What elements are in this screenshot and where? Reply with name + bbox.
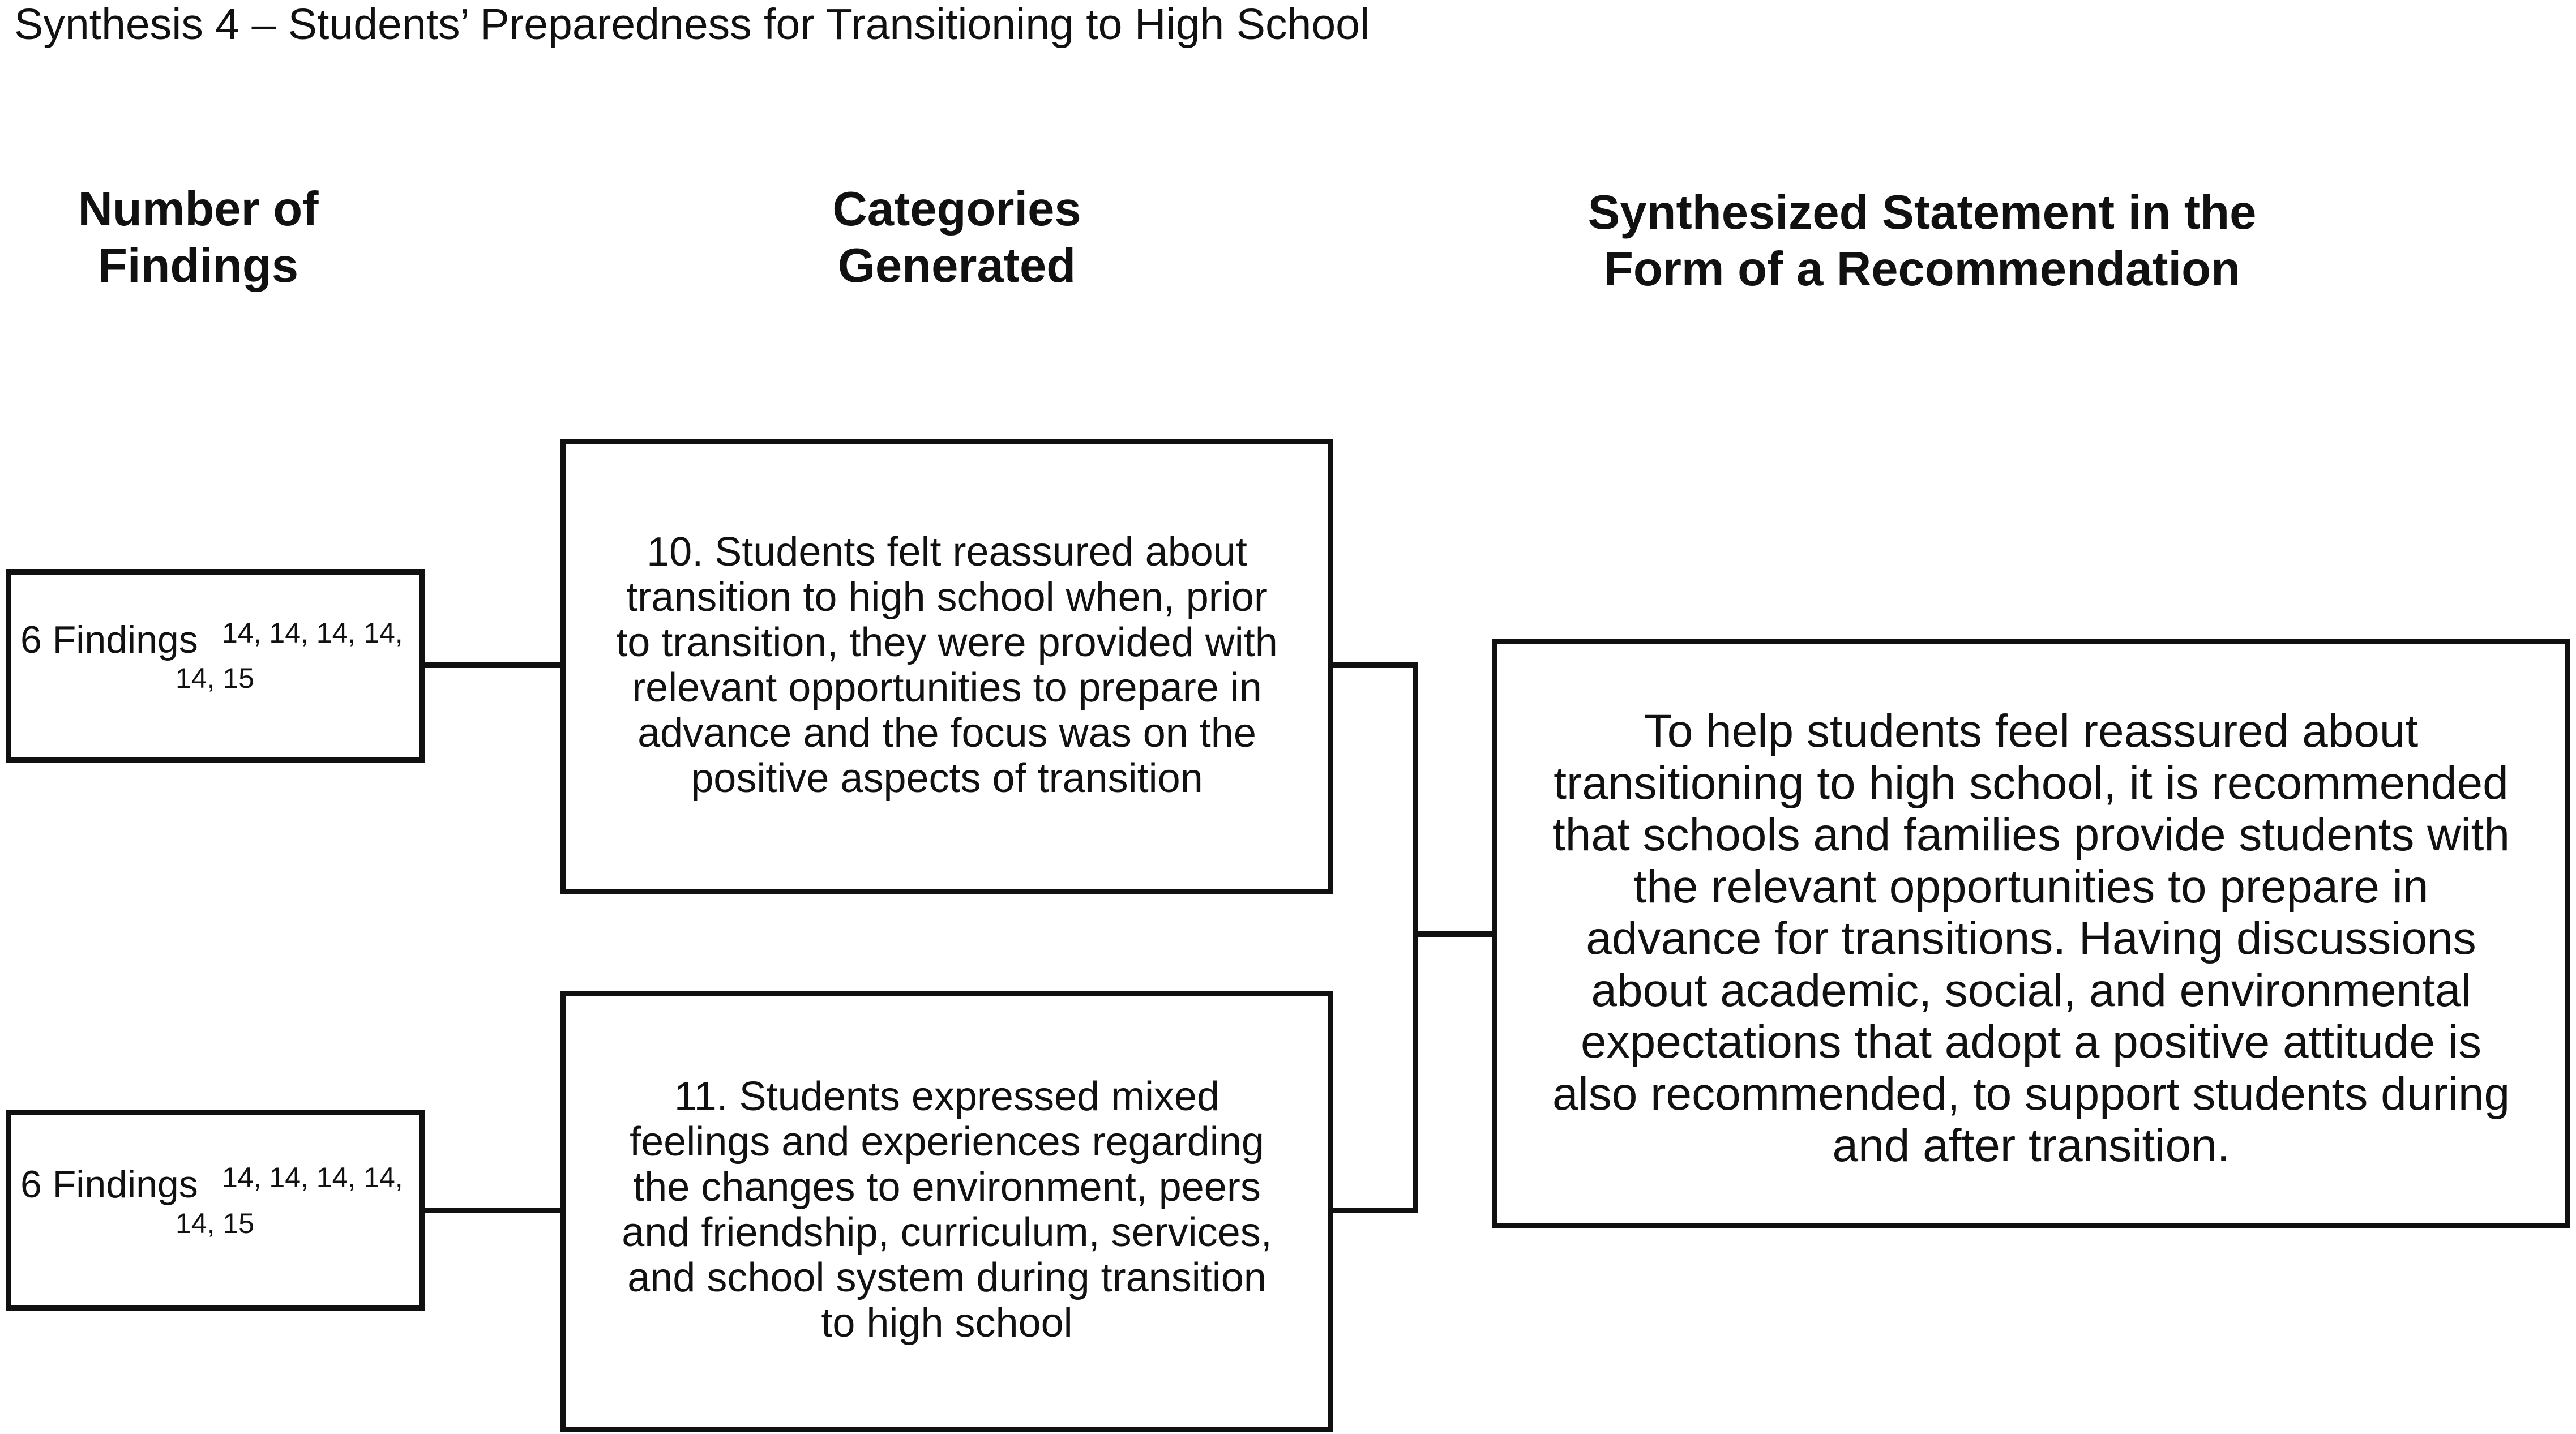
header-number-of-findings — [17, 181, 379, 294]
statement-line-8: also recommended, to support students during — [1552, 1068, 2510, 1120]
header-findings-line-2: Findings — [97, 239, 299, 293]
statement-box — [1492, 639, 2570, 1228]
category-10-line-6: positive aspects of transition — [691, 756, 1203, 801]
statement-line-6: about academic, social, and environmental — [1591, 964, 2471, 1016]
category-11-line-6: to high school — [821, 1300, 1073, 1346]
statement-line-9: and after transition. — [1832, 1120, 2230, 1171]
statement-line-3: that schools and families provide students with — [1552, 809, 2510, 861]
category-text-10 — [616, 529, 1278, 801]
findings-label-2: 6 Findings — [20, 1163, 198, 1206]
category-text-11 — [622, 1074, 1272, 1346]
header-statement-line-2: Form of a Recommendation — [1603, 242, 2240, 296]
category-11-line-1: 11. Students expressed mixed — [674, 1074, 1220, 1119]
connector-bracket-to-statement — [1413, 931, 1492, 937]
connector-findings-2-to-category-11 — [425, 1208, 560, 1213]
connector-findings-1-to-category-10 — [425, 662, 560, 668]
category-11-line-4: and friendship, curriculum, services, — [622, 1210, 1272, 1255]
header-synthesized-statement — [1495, 185, 2350, 298]
connector-category-11-stub — [1333, 1208, 1418, 1213]
category-11-line-5: and school system during transition — [627, 1255, 1266, 1300]
category-box-10 — [560, 439, 1333, 894]
statement-line-5: advance for transitions. Having discussions — [1586, 913, 2476, 964]
statement-line-4: the relevant opportunities to prepare in — [1633, 861, 2429, 913]
header-categories-line-1: Categories — [832, 182, 1081, 236]
header-categories-generated — [725, 181, 1189, 294]
statement-line-2: transitioning to high school, it is recommended — [1554, 757, 2509, 809]
diagram-title: Synthesis 4 – Students’ Preparedness for Transitioning to High School — [14, 0, 1370, 49]
statement-line-7: expectations that adopt a positive attitude is — [1581, 1016, 2481, 1068]
category-10-line-2: transition to high school when, prior — [626, 575, 1268, 620]
findings-label-1: 6 Findings — [20, 618, 198, 661]
findings-refs-1-line-2: 14, 15 — [176, 662, 255, 694]
category-11-line-2: feelings and experiences regarding — [630, 1119, 1264, 1165]
header-statement-line-1: Synthesized Statement in the — [1587, 186, 2257, 239]
connector-bracket-vertical — [1413, 662, 1418, 1213]
findings-refs-1-line-1: 14, 14, 14, 14, — [222, 617, 403, 649]
connector-category-10-stub — [1333, 662, 1418, 668]
category-10-line-1: 10. Students felt reassured about — [647, 529, 1247, 575]
statement-line-1: To help students feel reassured about — [1644, 705, 2419, 757]
findings-refs-2-line-1: 14, 14, 14, 14, — [222, 1162, 403, 1193]
header-findings-line-1: Number of — [78, 182, 319, 236]
category-11-line-3: the changes to environment, peers — [633, 1165, 1261, 1210]
category-box-11 — [560, 991, 1333, 1432]
category-10-line-3: to transition, they were provided with — [616, 620, 1278, 665]
category-10-line-4: relevant opportunities to prepare in — [632, 665, 1262, 710]
findings-refs-2-line-2: 14, 15 — [176, 1208, 255, 1239]
statement-text — [1552, 705, 2510, 1172]
category-10-line-5: advance and the focus was on the — [637, 710, 1256, 756]
header-categories-line-2: Generated — [837, 239, 1076, 293]
